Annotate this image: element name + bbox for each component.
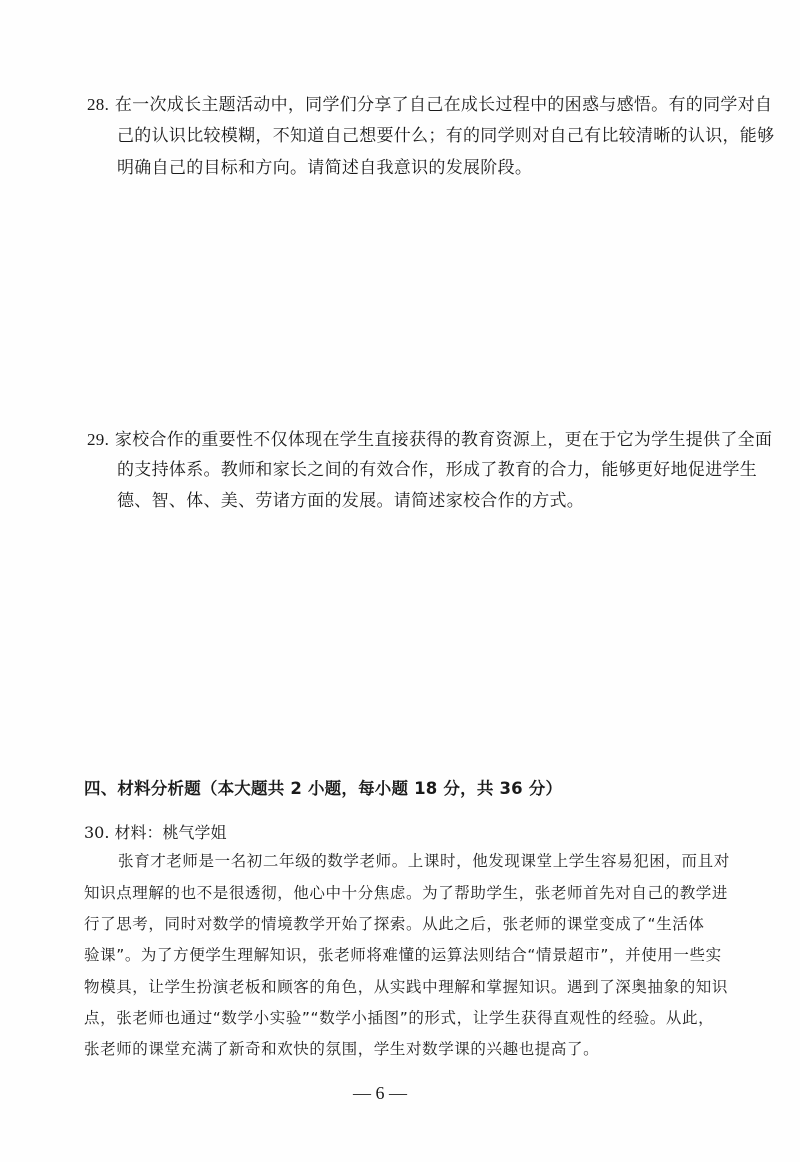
question-28-line-1 — [87, 96, 772, 114]
question-29-line-2: 的支持体系。教师和家长之间的有效合作，形成了教育的合力，能够更好地促进学生 — [117, 460, 758, 480]
material-line-6: 点，张老师也通过“数学小实验”“数学小插图”的形式，让学生获得直观性的经验。从此， — [84, 1009, 715, 1027]
material-line-7: 张老师的课堂充满了新奇和欢快的氛围，学生对数学课的兴趣也提高了。 — [84, 1040, 600, 1058]
question-28-line-2: 己的认识比较模糊，不知道自己想要什么；有的同学则对自己有比较清晰的认识，能够 — [117, 126, 775, 146]
question-29-number: 29. — [87, 430, 110, 449]
question-28-text-1: 在一次成长主题活动中，同学们分享了自己在成长过程中的困惑与感悟。有的同学对自 — [114, 95, 773, 115]
question-30-label: 30. 材料：桃气学姐 — [84, 823, 227, 842]
question-29-line-1 — [87, 431, 772, 449]
material-line-4: 验课”。为了方便学生理解知识，张老师将难懂的运算法则结合“情景超市”，并使用一些实 — [84, 946, 722, 964]
material-line-5: 物模具，让学生扮演老板和顾客的角色，从实践中理解和掌握知识。遇到了深奥抽象的知识 — [84, 978, 729, 996]
question-29-line-3: 德、智、体、美、劳诸方面的发展。请简述家校合作的方式。 — [117, 491, 585, 511]
material-line-1: 张育才老师是一名初二年级的数学老师。上课时，他发现课堂上学生容易犯困，而且对 — [118, 852, 730, 870]
page-number: — 6 — — [353, 1083, 407, 1103]
question-28-number: 28. — [87, 95, 110, 114]
section-heading: 四、材料分析题（本大题共 2 小题，每小题 18 分，共 36 分） — [84, 779, 563, 798]
material-line-3: 行了思考，同时对数学的情境教学开始了探索。从此之后，张老师的课堂变成了“生活体 — [84, 915, 705, 933]
material-line-2: 知识点理解的也不是很透彻，他心中十分焦虑。为了帮助学生，张老师首先对自己的教学进 — [84, 884, 729, 902]
question-28-line-3: 明确自己的目标和方向。请简述自我意识的发展阶段。 — [117, 158, 533, 178]
question-29-text-1: 家校合作的重要性不仅体现在学生直接获得的教育资源上，更在于它为学生提供了全面 — [114, 430, 773, 450]
